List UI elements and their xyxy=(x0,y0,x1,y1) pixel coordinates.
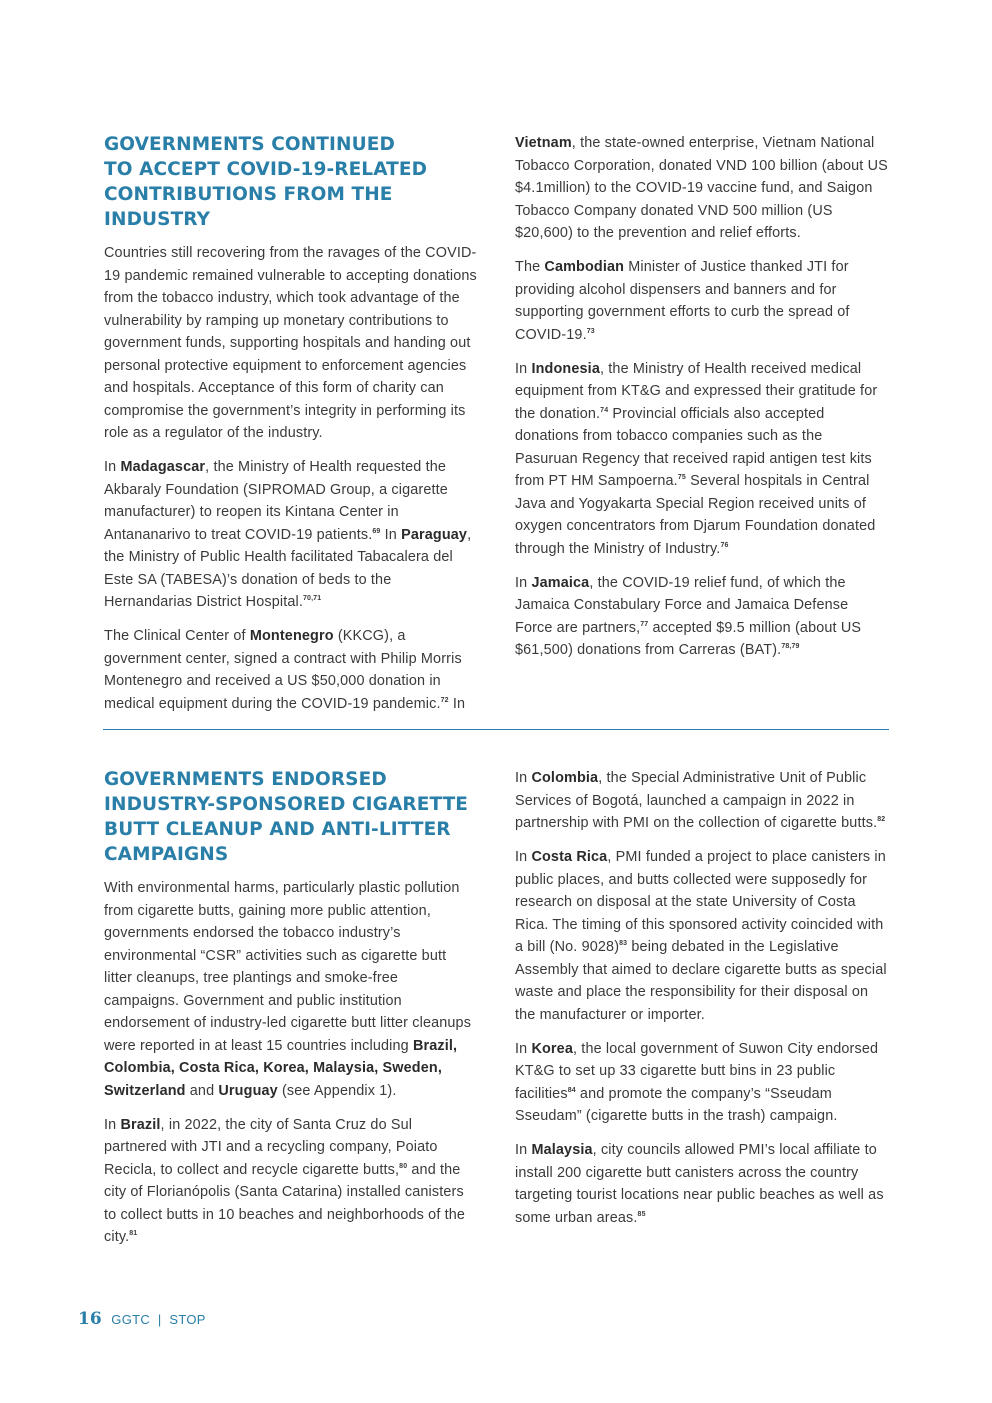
section1-right-column xyxy=(515,132,889,673)
section1-intro-paragraph: Countries still recovering from the ravages of the COVID-19 pandemic remained vulnerable to accepting donations from the tobacco industry, which took advantage of the vulnerability by ramping up monetary contributions to government funds, supporting hospitals and handing out personal protective equipment to enforcement agencies and hospitals. Acceptance of this form of charity can compromise the government’s integrity in performing its role as a regulator of the industry. xyxy=(104,245,477,441)
colombia-paragraph: In Colombia, the Special Administrative Unit of Public Services of Bogotá, launched a campaign in 2022 in partnership with PMI on the collection of cigarette butts.$^{82}$ xyxy=(515,770,886,831)
section1-heading: GOVERNMENTS CONTINUED TO ACCEPT COVID-19-RELATED CONTRIBUTIONS FROM THE INDUSTRY xyxy=(104,134,428,230)
korea-paragraph: In Korea, the local government of Suwon City endorsed KT&G to set up 33 cigarette butt bins in 23 public facilities$^{84}$ and promote the company’s “Sseudam Sseudam” (cigarette butts in the trash) campaign. xyxy=(515,1040,879,1124)
vietnam-paragraph: Vietnam, the state-owned enterprise, Vietnam National Tobacco Corporation, donated VND 100 billion (about US $4.1million) to the COVID-19 vaccine fund, and Saigon Tobacco Company donated VND 500 million (US $20,600) to the prevention and relief efforts. xyxy=(515,135,888,241)
page-footer xyxy=(78,1309,206,1329)
footer-publication: GGTC | STOP xyxy=(111,1312,206,1327)
section2-intro-paragraph: With environmental harms, particularly plastic pollution from cigarette butts, gaining more public attention, governments endorsed the tobacco industry’s environmental “CSR” activities such as cigarette butt litter cleanups, tree plantings and smoke-free campaigns. Government and public institution endorsement of industry-led cigarette butt litter cleanups were reported in at least 15 countries including Brazil, Colombia, Costa Rica, Korea, Malaysia, Sweden, Switzerland and Uruguay (see Appendix 1). xyxy=(104,880,472,1099)
indonesia-paragraph: In Indonesia, the Ministry of Health received medical equipment from KT&G and expressed their gratitude for the donation.$^{74}$ Provincial officials also accepted donations from tobacco companies such as the Pasuruan Regency that received rapid antigen test kits from PT HM Sampoerna.$^{75}$ Several hospitals in Central Java and Yogyakarta Special Region received units of oxygen concentrators from Djarum Foundation donated through the Ministry of Industry.$^{76}$ xyxy=(515,360,878,557)
page-number: 16 xyxy=(78,1309,102,1329)
section2-heading: GOVERNMENTS ENDORSED INDUSTRY-SPONSORED CIGARETTE BUTT CLEANUP AND ANTI-LITTER CAMPAIGNS xyxy=(104,769,469,865)
section-divider xyxy=(103,729,889,730)
section2-right-column xyxy=(515,767,889,1241)
cambodia-paragraph: The Cambodian Minister of Justice thanked JTI for providing alcohol dispensers and banners and for supporting government efforts to curb the spread of COVID-19.73 xyxy=(515,259,850,343)
costa-rica-paragraph: In Costa Rica, PMI funded a project to place canisters in public places, and butts collected were supposedly for research on disposal at the state University of Costa Rica. The timing of this sponsored activity coincided with a bill (No. 9028)$^{83}$ being debated in the Legislative Assembly that aimed to declare cigarette butts as special waste and place the responsibility for their disposal on the manufacturer or importer. xyxy=(515,849,887,1023)
malaysia-paragraph: In Malaysia, city councils allowed PMI’s local affiliate to install 200 cigarette butt canisters across the country targeting tourist locations near public beaches as well as some urban areas.$^{85}$ xyxy=(515,1142,884,1226)
jamaica-paragraph: In Jamaica, the COVID-19 relief fund, of which the Jamaica Constabulary Force and Jamaica Defense Force are partners,$^{77}$ accepted $9.5 million (about US $61,500) donations from Carreras (BAT).$^{78,79}$ xyxy=(515,574,862,658)
brazil-paragraph: In Brazil, in 2022, the city of Santa Cruz do Sul partnered with JTI and a recycling company, Poiato Recicla, to collect and recycle cigarette butts,$^{80}$ and the city of Florianópolis (Santa Catarina) installed canisters to collect butts in 10 beaches and neighborhoods of the city.$^{81}$ xyxy=(104,1116,466,1245)
montenegro-paragraph: The Clinical Center of Montenegro (KKCG), a government center, signed a contract with Philip Morris Montenegro and received a US $50,000 donation in medical equipment during the COVID-19 pandemic.$^{72}$ In xyxy=(104,628,466,712)
section2-left-column xyxy=(104,767,474,1260)
section1-left-column xyxy=(104,132,480,727)
madagascar-paragraph: In Madagascar, the Ministry of Health requested the Akbaraly Foundation (SIPROMAD Group, a cigarette manufacturer) to reopen its Kintana Center in Antananarivo to treat COVID-19 patients.$^{69}$ In Paraguay, the Ministry of Public Health facilitated Tabacalera del Este SA (TABESA)’s donation of beds to the Hernandarias District Hospital.$^{70,71}$ xyxy=(104,459,472,610)
